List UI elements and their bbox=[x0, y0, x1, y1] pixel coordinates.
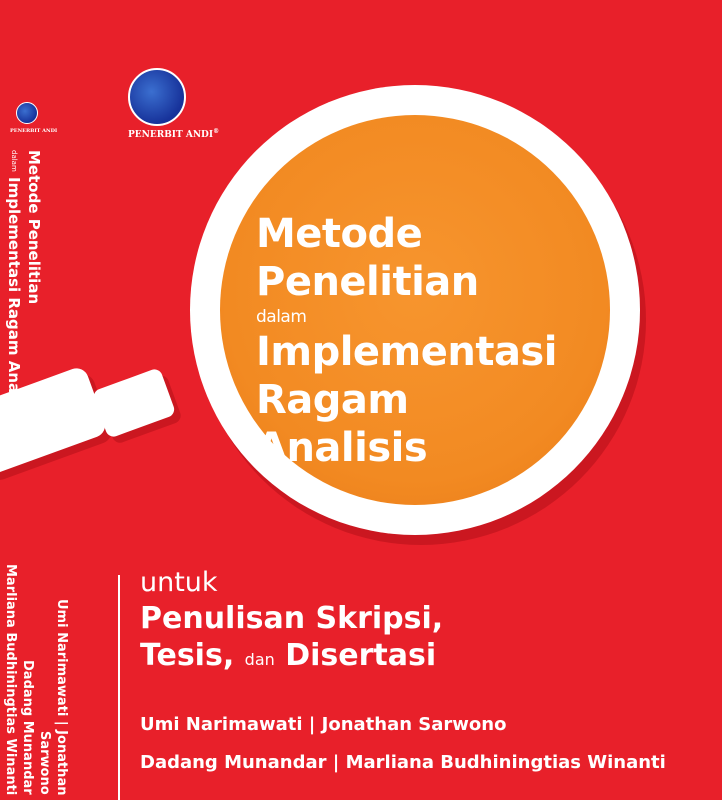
divider-line bbox=[118, 575, 120, 800]
publisher-name: PENERBIT ANDI® bbox=[128, 128, 220, 140]
authors: Umi Narimawati | Jonathan Sarwono Dadang Munandar | Marliana Budhiningtias Winanti bbox=[140, 714, 666, 773]
spine-authors: Umi Narimawati | Jonathan Sarwono Dadang Munandar Marliana Budhiningtias Winanti bbox=[3, 563, 69, 795]
spine-publisher-name: PENERBIT ANDI bbox=[10, 128, 58, 134]
publisher-logo bbox=[128, 68, 186, 126]
book-title: Metode Penelitian dalam Implementasi Ragam Analisis bbox=[256, 211, 557, 471]
spine-logo bbox=[16, 102, 38, 124]
spine-title: Metode Penelitian dalam Implementasi Ragam Analisis bbox=[5, 150, 43, 427]
book-subtitle: untuk Penulisan Skripsi, Tesis, dan Disertasi bbox=[140, 567, 444, 673]
magnifier-handle-joint bbox=[92, 367, 177, 439]
